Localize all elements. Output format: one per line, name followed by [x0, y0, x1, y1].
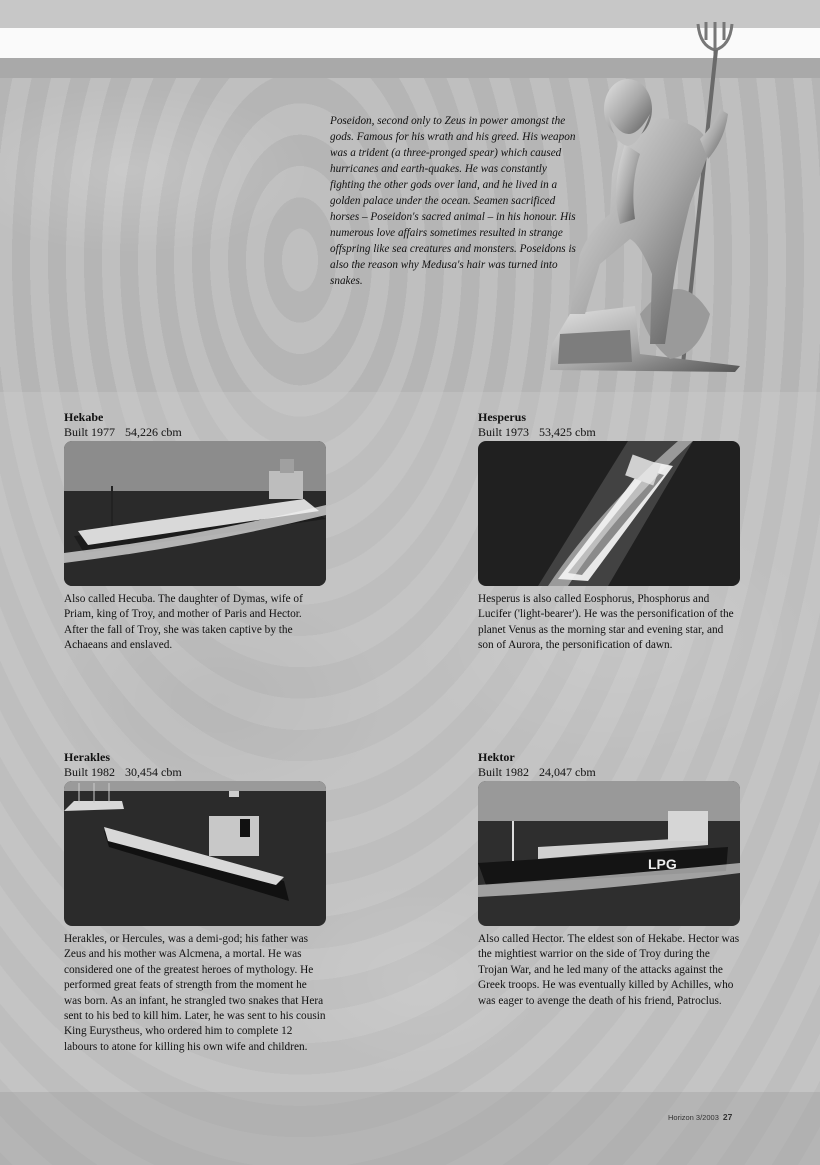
- publication-label: Horizon 3/2003: [668, 1113, 719, 1122]
- trident-icon: [698, 22, 732, 54]
- ship-photo-hektor: [478, 781, 740, 926]
- ship-description: Herakles, or Hercules, was a demi-god; his father was Zeus and his mother was Alcmena, a mortal. He was considered one of the greatest heroes of mythology. He performed great feats of strength from the moment he was born. As an infant, he strangled two snakes that Hera sent to his bed to kill him. Later, he was sent to his cousin King Eurystheus, who ordered him to complete 12 labours to atone for killing his own wife and children.: [64, 933, 326, 1053]
- ship-name: Hekabe: [64, 410, 104, 424]
- ship-capacity: 30,454 cbm: [125, 765, 182, 779]
- ship-description: Also called Hecuba. The daughter of Dymas, wife of Priam, king of Troy, and mother of Paris and Hector. After the fall of Troy, she was taken captive by the Achaeans and enslaved.: [64, 593, 303, 652]
- ship-name: Herakles: [64, 750, 110, 764]
- page-footer: [668, 1112, 732, 1122]
- ship-description: Hesperus is also called Eosphorus, Phosphorus and Lucifer ('light-bearer'). He was the personification of the planet Venus as the morning star and evening star, and son of Aurora, the personification of dawn.: [478, 593, 734, 652]
- ship-entry-herakles: [64, 750, 326, 1055]
- ship-built-line: [478, 425, 740, 440]
- ship-built-line: [64, 765, 326, 780]
- ship-name: Hektor: [478, 750, 515, 764]
- ship-photo-hesperus: [478, 441, 740, 586]
- ship-photo-herakles: [64, 781, 326, 926]
- ship-built-year: Built 1977: [64, 425, 116, 439]
- page-number: 27: [722, 1112, 733, 1122]
- ship-description: Also called Hector. The eldest son of Hekabe. Hector was the mightiest warrior on the side of Troy during the Trojan War, and he led many of the attacks against the Greek troops. He was eventually killed by Achilles, who was eager to avenge the death of his friend, Patroclus.: [478, 933, 740, 1007]
- ship-capacity: 54,226 cbm: [125, 425, 182, 439]
- ship-name: Hesperus: [478, 410, 526, 424]
- ship-built-year: Built 1982: [478, 765, 530, 779]
- poseidon-intro-text: Poseidon, second only to Zeus in power amongst the gods. Famous for his wrath and his greed. His weapon was a trident (a three-pronged spear) which caused hurricanes and earth-quakes. He was constantly fighting the other gods over land, and he lived in a golden palace under the ocean. Seamen sacrificed horses – Poseidon's sacred animal – in his honour. His numerous love affairs sometimes resulted in strange offspring like sea creatures and monsters. Poseidons is also the reason why Medusa's hair was turned into snakes.: [330, 115, 576, 287]
- ship-built-year: Built 1982: [64, 765, 116, 779]
- ship-capacity: 53,425 cbm: [539, 425, 596, 439]
- ship-built-year: Built 1973: [478, 425, 530, 439]
- ship-built-line: [64, 425, 326, 440]
- hull-lpg-text: LPG: [648, 856, 677, 872]
- ship-entry-hektor: [478, 750, 740, 1009]
- ship-photo-hekabe: [64, 441, 326, 586]
- ship-entry-hesperus: [478, 410, 740, 654]
- ship-capacity: 24,047 cbm: [539, 765, 596, 779]
- footer-band: [0, 1092, 820, 1165]
- ship-built-line: [478, 765, 740, 780]
- ship-entry-hekabe: [64, 410, 326, 654]
